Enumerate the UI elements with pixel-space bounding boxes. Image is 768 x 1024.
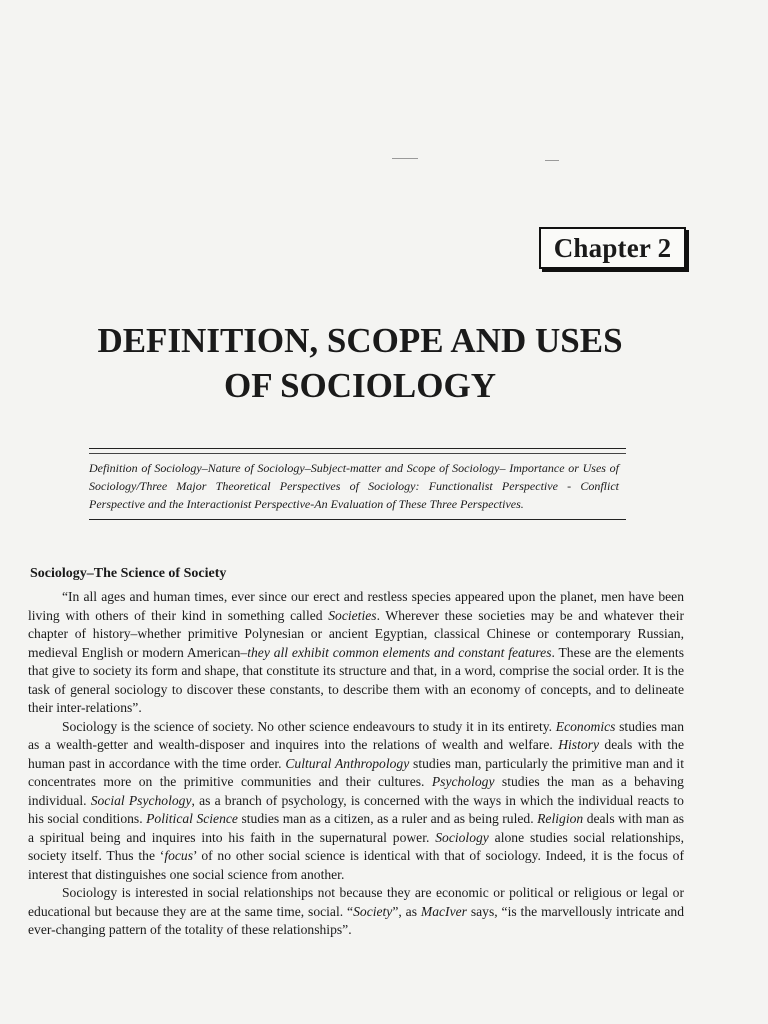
paragraph-text: studies man as a wealth-getter and wealth-disposer and inquires into the relations of wealth and welfare. [28,718,684,752]
body-paragraph [28,884,684,940]
paragraph-text: . These are the elements that give to society its form and shape, that constitute its structure and that, in a word, comprise the social order. It is the task of general sociology to discover these constants, to describe them with an economy of concepts, and to delineate their inter-relations”. [28,644,684,715]
section-heading: Sociology–The Science of Society [30,566,227,581]
paragraph-text: deals with the human past in accordance with the time order. [28,737,685,771]
scan-mark [392,158,418,159]
paragraph-text: . Wherever these societies may be and whatever their chapter of history–whether primitive Polynesian or ancient Egyptian, classical Chinese or contemporary Russian, medieval English or modern American– [28,607,684,660]
paragraph-text: studies man as a citizen, as a ruler and as being ruled. [237,811,538,826]
emphasized-term: MacIver [420,903,467,919]
chapter-title-line-1: DEFINITION, SCOPE AND USES [97,321,623,360]
paragraph-text: says, “is the marvellously intricate and ever-changing pattern of the totality of these relationships”. [28,903,685,937]
chapter-contents-summary [89,448,626,520]
paragraph-text: ”, as [392,903,421,919]
paragraph-text: , as a branch of psychology, is concerned with the ways in which the individual reacts to his social conditions. [28,792,684,826]
chapter-label: Chapter 2 [539,227,686,269]
emphasized-term: Religion [537,811,584,826]
paragraph-text: Sociology is the science of society. No other science endeavours to study it in its entirety. [62,718,556,734]
emphasized-term: Psychology [431,774,495,789]
paragraph-text: deals with man as a spiritual being and inquires into his faith in the supernatural power. [28,811,685,845]
paragraph-text: studies man, particularly the primitive man and it concentrates more on the primitive communities and their cultures. [28,755,684,789]
emphasized-term: Societies [328,607,377,623]
summary-text: Definition of Sociology–Nature of Sociology–Subject-matter and Scope of Sociology– Importance or Uses of Sociology/Three Major Theoretical Perspectives of Sociology: Functionalist Perspective - Conflict Perspective and the Interactionist Perspective-An Evaluation of These Three Perspectives. [89,461,619,511]
emphasized-term: Sociology [435,829,489,845]
paragraph-text: “In all ages and human times, ever since our erect and restless species appeared upon the planet, men have been living with others of their kind in something called [28,589,684,623]
emphasized-term: Society [353,903,393,919]
body-paragraph [28,718,684,885]
chapter-title [30,318,690,408]
body-paragraph [28,588,684,718]
paragraph-text: alone studies social relationships, society itself. Thus the ‘ [28,829,684,863]
body-text [28,588,684,940]
emphasized-term: History [558,737,599,752]
chapter-title-line-2: OF SOCIOLOGY [224,366,496,405]
emphasized-term: Social Psychology [90,792,192,808]
scan-mark [545,160,559,161]
paragraph-text: studies the man as a behaving individual. [28,774,684,808]
emphasized-term: Economics [555,718,616,734]
emphasized-term: focus [164,848,194,863]
emphasized-term: they all exhibit common elements and constant features [247,644,552,660]
paragraph-text: Sociology is interested in social relationships not because they are economic or political or religious or legal or educational but because they are at the same time, social. “ [28,885,684,919]
emphasized-term: Political Science [146,811,238,826]
emphasized-term: Cultural Anthropology [285,755,410,771]
paragraph-text: ’ of no other social science is identical with that of sociology. Indeed, it is the focus of interest that distinguishes one social science from another. [28,848,684,882]
